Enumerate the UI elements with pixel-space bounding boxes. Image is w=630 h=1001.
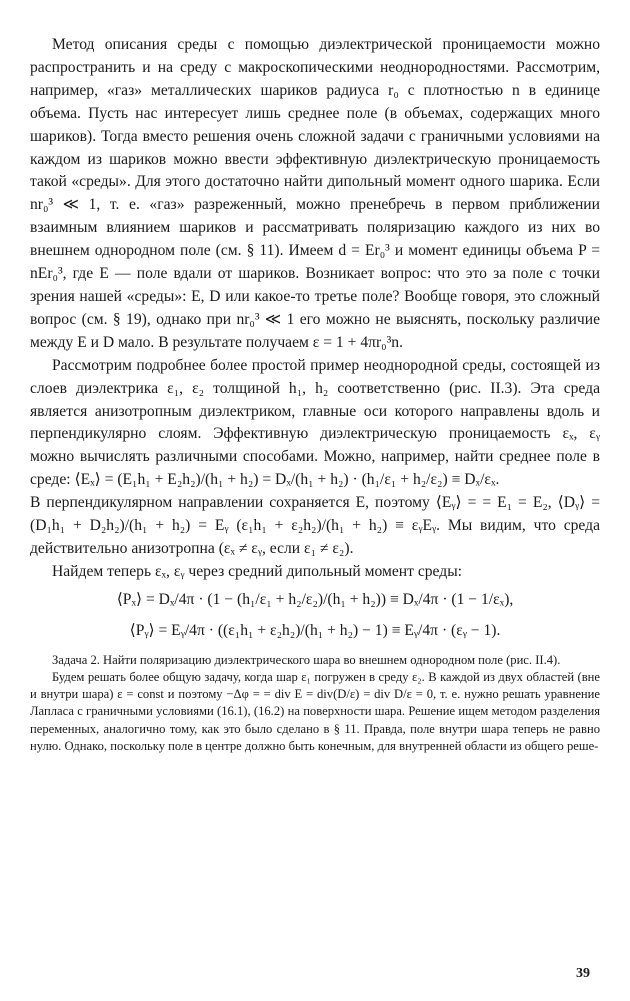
- paragraph-2: Рассмотрим подробнее более простой пример неоднородной среды, состоящей из слоев диэлектрика ε₁, ε₂ толщиной h₁, h₂ соответственно (рис. II.3). Эта среда является анизотропным диэлектриком, главные оси которого направлены вдоль и перпендикулярно слоям. Эффективную диэлектрическую проницаемость εₓ, εᵧ можно вычислять различными способами. Можно, например, найти среднее поле в среде: ⟨Eₓ⟩ = (E₁h₁ + E₂h₂)/(h₁ + h₂) = Dₓ/(h₁ + h₂) · (h₁/ε₁ + h₂/ε₂) ≡ Dₓ/εₓ.: [30, 356, 600, 489]
- paragraph-1: Метод описания среды с помощью диэлектрической проницаемости можно распространить и на среду с макроскопическими неоднородностями. Рассмотрим, например, «газ» металлических шариков радиуса r₀ с плотностью n в единице объема. Пусть нас интересует лишь среднее поле (в объемах, содержащих много шариков). Тогда вместо решения очень сложной задачи с граничными условиями на каждом из шариков можно ввести эффективную диэлектрическую проницаемость такой «среды». Для этого достаточно найти дипольный момент одного шарика. Если nr₀³ ≪ 1, т. е. «газ» разреженный, можно пренебречь в первом приближении взаимным влиянием шариков и рассматривать поляризацию каждого из них во внешнем однородном поле (см. § 11). Имеем d = Er₀³ и момент единицы объема P = nEr₀³, где E — поле вдали от шариков. Возникает вопрос: что это за поле с точки зрения нашей «среды»: E, D или какое-то третье поле? Вообще говоря, это сложный вопрос (см. § 19), однако при nr₀³ ≪ 1 его можно не выяснять, поскольку различие между E и D мало. В результате получаем ε = 1 + 4πr₀³n.: [30, 36, 600, 351]
- paragraph-3: В перпендикулярном направлении сохраняется E, поэтому ⟨Eᵧ⟩ = = E₁ = E₂, ⟨Dᵧ⟩ = (D₁h₁ + D₂h₂)/(h₁ + h₂) = Eᵧ (ε₁h₁ + ε₂h₂)/(h₁ + h₂) ≡ εᵧEᵧ. Мы видим, что среда действительно анизотропна (εₓ ≠ εᵧ, если ε₁ ≠ ε₂).: [30, 494, 600, 557]
- problem-statement: Задача 2. Найти поляризацию диэлектрического шара во внешнем однородном поле (рис. II.4).: [52, 652, 561, 667]
- equation-py: ⟨Pᵧ⟩ = Eᵧ/4π · ((ε₁h₁ + ε₂h₂)/(h₁ + h₂) − 1) ≡ Eᵧ/4π · (εᵧ − 1).: [129, 621, 501, 639]
- paragraph-4: Найдем теперь εₓ, εᵧ через средний дипольный момент среды:: [52, 562, 463, 580]
- page-number: 39: [576, 966, 590, 981]
- equation-px: ⟨Pₓ⟩ = Dₓ/4π · (1 − (h₁/ε₁ + h₂/ε₂)/(h₁ + h₂)) ≡ Dₓ/4π · (1 − 1/εₓ),: [116, 590, 514, 608]
- solution-text: Будем решать более общую задачу, когда шар ε₁ погружен в среду ε₂. В каждой из двух областей (вне и внутри шара) ε = const и поэтому −Δφ = = div E = div(D/ε) = div D/ε = 0, т. е. нужно решать уравнение Лапласа с граничными условиями (16.1), (16.2) на поверхности шара. Решение ищем методом разделения переменных, аналогично тому, как это было сделано в § 11. Правда, поле внутри шара теперь не равно нулю. Однако, поскольку поле в центре должно быть конечным, для внутренней области из общего реше-: [30, 669, 600, 753]
